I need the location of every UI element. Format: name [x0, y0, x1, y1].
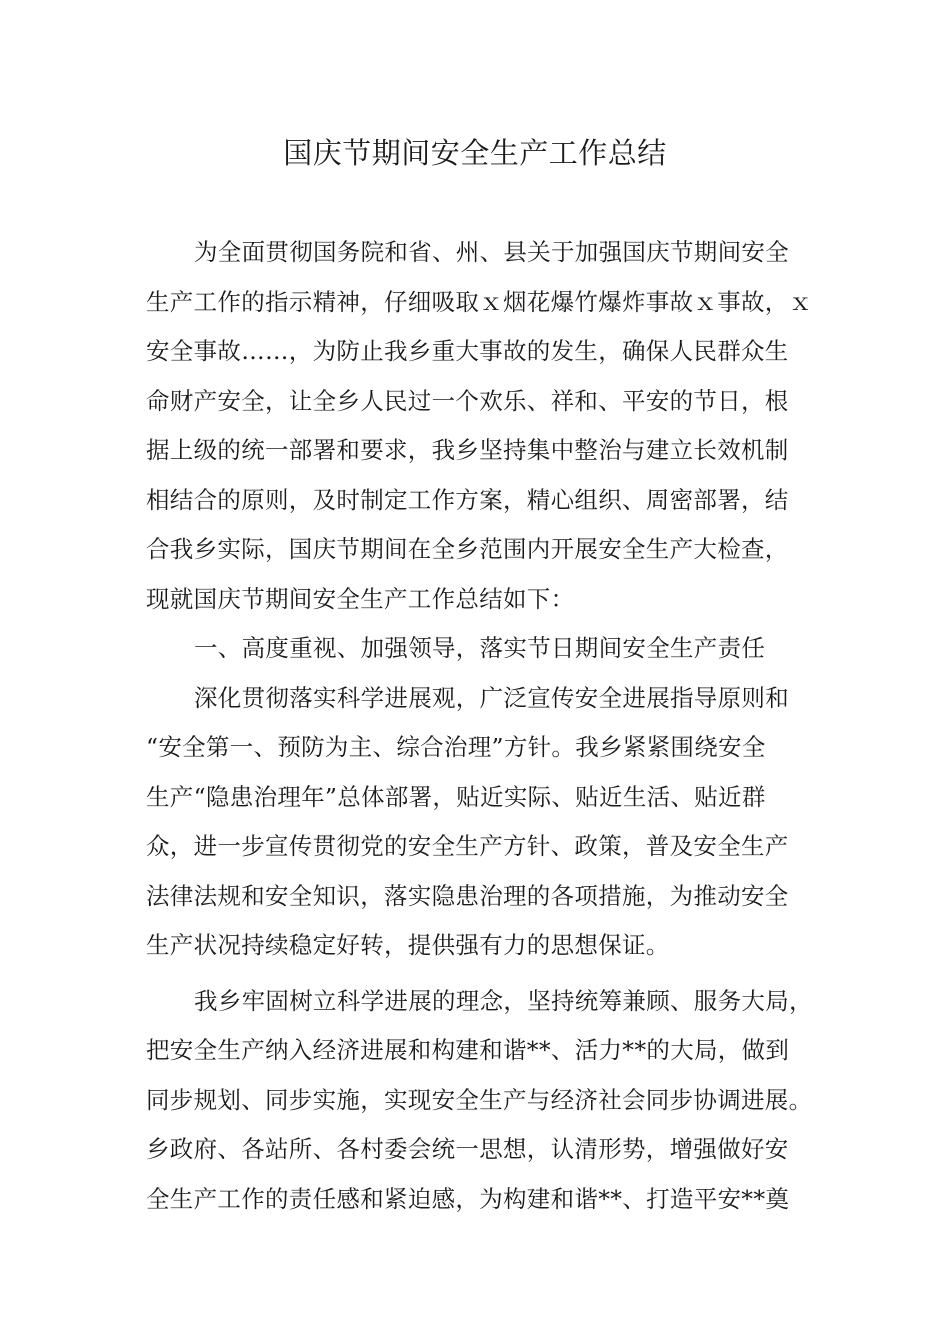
- paragraph-line: 命财产安全，让全乡人民过一个欢乐、祥和、平安的节日，根: [146, 386, 789, 415]
- section-heading: 一、高度重视、加强领导，落实节日期间安全生产责任: [194, 634, 766, 662]
- document-body: [146, 228, 818, 1224]
- document-title: 国庆节期间安全生产工作总结: [283, 136, 667, 170]
- paragraph-line: 现就国庆节期间安全生产工作总结如下：: [146, 584, 575, 613]
- paragraph-line: 生产状况持续稳定好转，提供强有力的思想保证。: [146, 931, 670, 959]
- paragraph-line: 生产工作的指示精神，仔细吸取ｘ烟花爆竹爆炸事故ｘ事故，ｘ: [146, 287, 813, 316]
- paragraph-line: 众，进一步宣传贯彻党的安全生产方针、政策，普及安全生产: [146, 832, 789, 860]
- paragraph-line: 我乡牢固树立科学进展的理念，坚持统筹兼顾、服务大局，: [194, 986, 813, 1015]
- paragraph-line: 据上级的统一部署和要求，我乡坚持集中整治与建立长效机制: [146, 436, 789, 464]
- paragraph-line: 为全面贯彻国务院和省、州、县关于加强国庆节期间安全: [194, 238, 789, 266]
- paragraph-line: 合我乡实际，国庆节期间在全乡范围内开展安全生产大检查，: [146, 535, 789, 563]
- paragraph-line: 法律法规和安全知识，落实隐患治理的各项措施，为推动安全: [146, 881, 789, 910]
- paragraph-line: 把安全生产纳入经济进展和构建和谐**、活力**的大局，做到: [146, 1036, 790, 1064]
- paragraph-line: 深化贯彻落实科学进展观，广泛宣传安全进展指导原则和: [194, 683, 789, 712]
- paragraph-line: 乡政府、各站所、各村委会统一思想，认清形势，增强做好安: [146, 1135, 789, 1163]
- paragraph-line: 安全事故……，为防止我乡重大事故的发生，确保人民群众生: [146, 337, 789, 365]
- paragraph-line: 同步规划、同步实施，实现安全生产与经济社会同步协调进展。: [146, 1085, 813, 1114]
- paragraph-line: “安全第一、预防为主、综合治理”方针。我乡紧紧围绕安全: [146, 733, 766, 761]
- paragraph-line: 生产“隐患治理年”总体部署，贴近实际、贴近生活、贴近群: [146, 782, 766, 811]
- paragraph-line: 相结合的原则，及时制定工作方案，精心组织、周密部署，结: [146, 485, 789, 514]
- paragraph-line: 全生产工作的责任感和紧迫感，为构建和谐**、打造平安**奠: [146, 1184, 790, 1213]
